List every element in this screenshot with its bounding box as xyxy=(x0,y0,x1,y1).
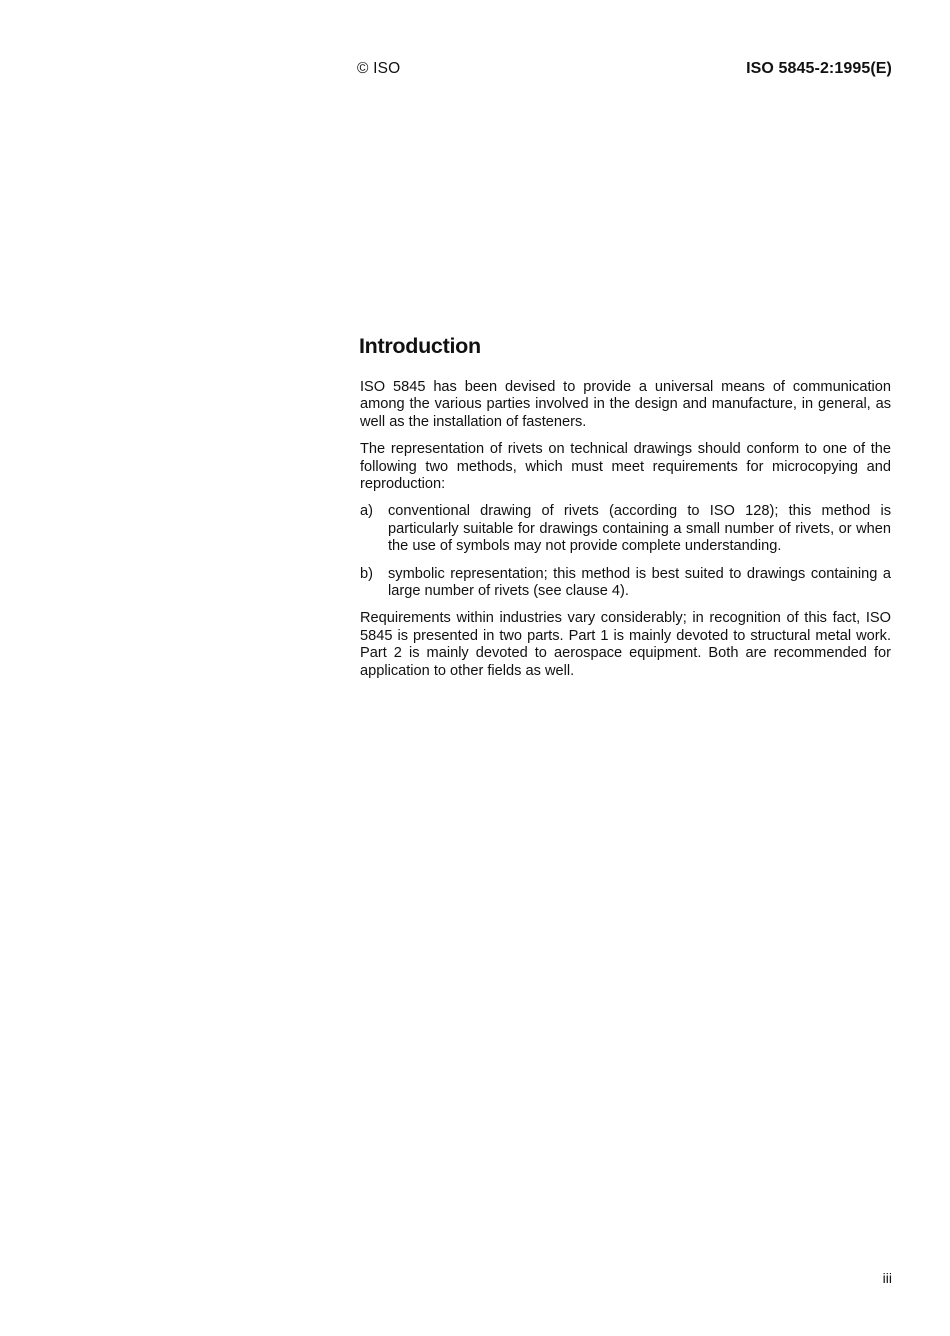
page-number: iii xyxy=(882,1270,892,1286)
list-item-b xyxy=(360,566,891,601)
list-item-text: symbolic representation; this method is best suited to drawings containing a large number of rivets (see clause 4). xyxy=(388,565,891,600)
list-item-a xyxy=(360,503,891,555)
list-marker: b) xyxy=(360,565,373,582)
document-identifier: ISO 5845-2:1995(E) xyxy=(746,60,892,77)
closing-paragraph: Requirements within industries vary considerably; in recognition of this fact, ISO 5845 is presented in two parts. Part 1 is mainly devoted to structural metal work. Part 2 is mainly devoted to aerospace equipment. Both are recommended for application to other fields as well. xyxy=(360,610,891,679)
introduction-body xyxy=(360,379,891,690)
list-marker: a) xyxy=(360,503,373,520)
copyright-notice: © ISO xyxy=(357,60,401,77)
intro-paragraph-1: ISO 5845 has been devised to provide a universal means of communication among the various parties involved in the design and manufacture, in general, as well as the installation of fasteners. xyxy=(360,379,891,430)
intro-paragraph-2: The representation of rivets on technical drawings should conform to one of the following two methods, which must meet requirements for microcopying and reproduction: xyxy=(360,441,891,493)
list-item-text: conventional drawing of rivets (according to ISO 128); this method is particularly suitable for drawings containing a small number of rivets, or when the use of symbols may not provide complete understanding. xyxy=(388,503,891,555)
section-title: Introduction xyxy=(359,334,481,358)
